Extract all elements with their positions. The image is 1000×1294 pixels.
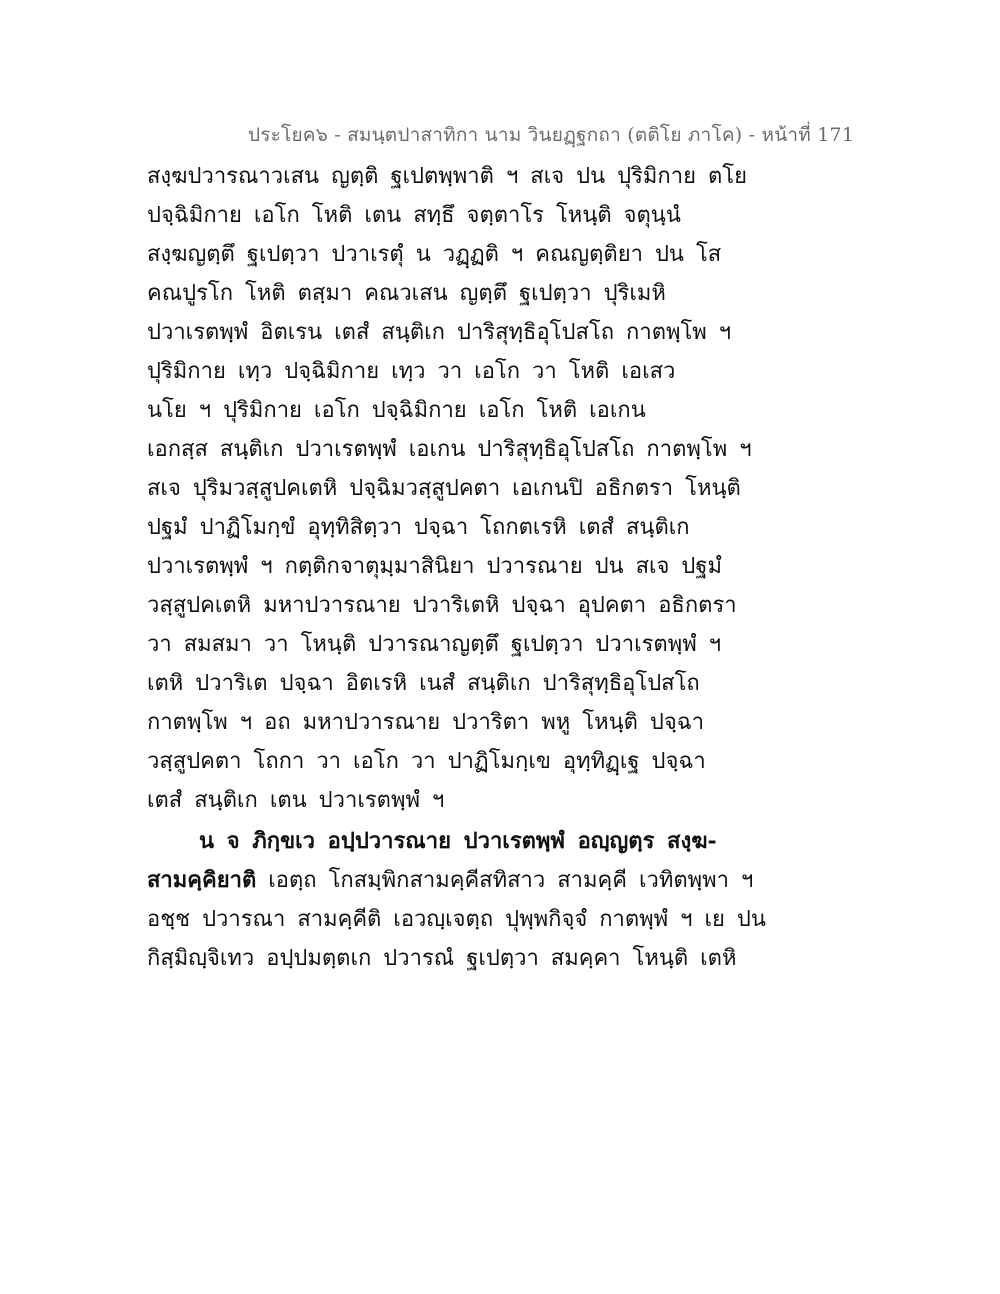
text-line: เตสํ สนฺติเก เตน ปวาเรตพฺพํ ฯ xyxy=(147,788,445,813)
text-line: ปฐมํ ปาฏิโมกฺขํ อุทฺทิสิตฺวา ปจฺฉา โถกตเรหิ เตสํ สนฺติเก xyxy=(147,515,690,540)
running-header: ประโยค๖ - สมนฺตปาสาทิกา นาม วินยฏฺฐกถา (ตติโย ภาโค) - หน้าที่ 171 xyxy=(248,124,855,146)
text-line: คณปูรโก โหติ ตสฺมา คณวเสน ญตฺตึ ฐเปตฺวา ปุริเมหิ xyxy=(147,281,666,306)
text-span: เอตฺถ โกสมฺพิกสามคฺคีสทิสาว สามคฺคี เวทิตพฺพา ฯ xyxy=(256,868,754,893)
text-line: สงฺฆปวารณาวเสน ญตฺติ ฐเปตพฺพาติ ฯ สเจ ปน ปุริมิกาย ตโย xyxy=(147,164,747,189)
text-line: สเจ ปุริมวสฺสูปคเตหิ ปจฺฉิมวสฺสูปคตา เอเกนปิ อธิกตรา โหนฺติ xyxy=(147,476,741,501)
body-text xyxy=(147,157,766,978)
text-line: ปจฺฉิมิกาย เอโก โหติ เตน สทฺธึ จตฺตาโร โหนฺติ จตุนฺนํ xyxy=(147,203,681,228)
text-line: เอกสฺส สนฺติเก ปวาเรตพฺพํ เอเกน ปาริสุทฺธิอุโปสโถ กาตพฺโพ ฯ xyxy=(147,437,752,462)
text-line xyxy=(147,861,754,900)
text-line: วา สมสมา วา โหนฺติ ปวารณาญตฺตึ ฐเปตฺวา ปวาเรตพฺพํ ฯ xyxy=(147,632,722,657)
text-line: ปวาเรตพฺพํ ฯ กตฺติกจาตุมฺมาสินิยา ปวารณาย ปน สเจ ปฐมํ xyxy=(147,554,723,579)
text-line: ปุริมิกาย เทฺว ปจฺฉิมิกาย เทฺว วา เอโก วา โหติ เอเสว xyxy=(147,359,676,384)
text-line: นโย ฯ ปุริมิกาย เอโก ปจฺฉิมิกาย เอโก โหติ เอเกน xyxy=(147,398,646,423)
text-line: วสฺสูปคเตหิ มหาปวารณาย ปวาริเตหิ ปจฺฉา อุปคตา อธิกตรา xyxy=(147,593,737,618)
text-line: อชฺช ปวารณา สามคฺคีติ เอวญฺเจตฺถ ปุพฺพกิจฺจํ กาตพฺพํ ฯ เย ปน xyxy=(147,907,766,932)
text-line: วสฺสูปคตา โถกา วา เอโก วา ปาฏิโมกฺเข อุทฺทิฏฺเฐ ปจฺฉา xyxy=(147,749,706,774)
paragraph-heading-line: น จ ภิกฺขเว อปฺปวารณาย ปวาเรตพฺพํ อญฺญตฺร สงฺฆ- xyxy=(199,828,717,854)
text-line: กิสฺมิญฺจิเทว อปฺปมตฺตเก ปวารณํ ฐเปตฺวา สมคฺคา โหนฺติ เตหิ xyxy=(147,946,737,971)
text-line: สงฺฆญตฺตึ ฐเปตฺวา ปวาเรตุํ น วฏฺฏติ ฯ คณญตฺติยา ปน โส xyxy=(147,242,722,267)
text-line: ปวาเรตพฺพํ อิตเรน เตสํ สนฺติเก ปาริสุทฺธิอุโปสโถ กาตพฺโพ ฯ xyxy=(147,320,732,345)
text-line: กาตพฺโพ ฯ อถ มหาปวารณาย ปวาริตา พหู โหนฺติ ปจฺฉา xyxy=(147,710,705,735)
bold-term: สามคฺคิยาติ xyxy=(147,867,257,893)
text-line: เตหิ ปวาริเต ปจฺฉา อิตเรหิ เนสํ สนฺติเก ปาริสุทฺธิอุโปสโถ xyxy=(147,671,700,696)
